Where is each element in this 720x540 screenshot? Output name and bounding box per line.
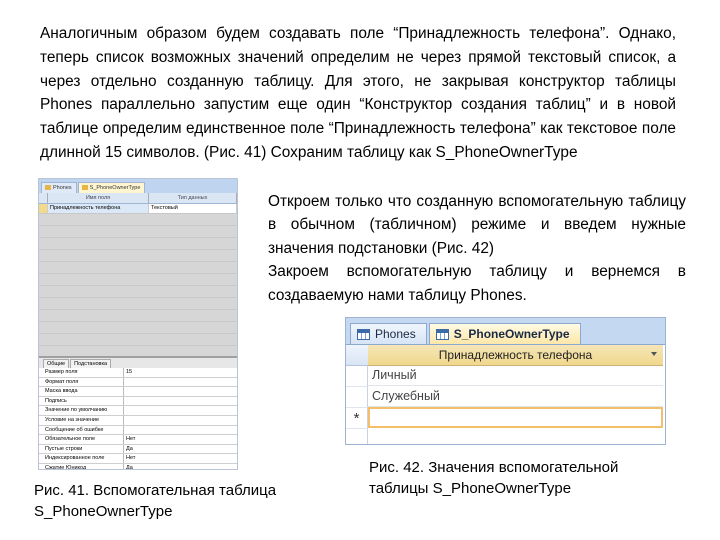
property-name: Пустые строки — [39, 445, 124, 454]
tab-lookup[interactable]: Подстановка — [70, 359, 111, 368]
right-paragraphs — [268, 190, 686, 307]
record-selector[interactable] — [346, 366, 368, 387]
datasheet-row[interactable]: Служебный — [368, 386, 663, 407]
property-value[interactable]: Нет — [126, 455, 136, 462]
data-type-cell[interactable]: Текстовый — [149, 204, 237, 213]
property-value[interactable]: 15 — [126, 369, 133, 375]
property-row[interactable] — [39, 445, 237, 455]
property-value[interactable]: Нет — [126, 436, 136, 443]
property-value[interactable]: Да — [126, 445, 133, 452]
property-name: Формат поля — [39, 378, 124, 387]
design-grid-header — [39, 193, 237, 204]
paragraph-open-table: Откроем только что созданную вспомогательную таблицу в обычном (табличном) режиме и введем нужные значения подстановки (Рис. 42) — [268, 193, 686, 257]
tab-label: Phones — [375, 327, 416, 341]
property-name: Размер поля — [39, 368, 124, 377]
property-value[interactable] — [124, 426, 237, 435]
property-name: Значение по умолчанию — [39, 406, 124, 415]
design-field-row[interactable] — [39, 204, 237, 214]
column-header-owner-type[interactable] — [368, 345, 663, 366]
record-selector — [346, 429, 368, 445]
property-row[interactable] — [39, 378, 237, 388]
property-row[interactable] — [39, 435, 237, 445]
new-record-icon[interactable]: * — [346, 408, 368, 429]
empty-design-grid — [39, 214, 237, 356]
datasheet-row[interactable]: Личный — [368, 365, 663, 386]
tab-phones[interactable] — [350, 323, 427, 344]
tab-s-phoneownertype[interactable] — [78, 182, 146, 193]
property-row[interactable] — [39, 416, 237, 426]
property-value[interactable] — [124, 406, 237, 415]
field-name-cell[interactable]: Принадлежность телефона — [48, 204, 149, 213]
tab-phones[interactable] — [41, 182, 77, 193]
property-name: Условие на значение — [39, 416, 124, 425]
figure-42-datasheet-view — [345, 317, 666, 445]
property-name: Индексированное поле — [39, 454, 124, 463]
select-all-corner[interactable] — [346, 345, 368, 366]
property-tabs — [39, 358, 237, 368]
property-value[interactable] — [124, 387, 237, 396]
property-name: Маска ввода — [39, 387, 124, 396]
table-icon — [436, 329, 449, 340]
column-header-field-name: Имя поля — [48, 193, 149, 203]
tab-general[interactable]: Общие — [43, 359, 69, 368]
intro-paragraph: Аналогичным образом будем создавать поле “Принадлежность телефона”. Однако, теперь список возможных значений определим не через прямой текстовый список, а через отдельно созданную таблицу. Для этого, не закрывая конструктор таблицы Phones параллельно запустим еще один “Конструктор создания таблиц” и в новой таблице определим единственное поле “Принадлежность телефона” как текстовое поле длинной 15 символов. (Рис. 41) Сохраним таблицу как S_PhoneOwnerType — [40, 25, 676, 161]
column-header-label: Принадлежность телефона — [438, 348, 593, 362]
row-selector[interactable] — [39, 204, 48, 213]
property-name: Подпись — [39, 397, 124, 406]
property-row[interactable] — [39, 406, 237, 416]
tab-strip — [39, 179, 237, 193]
column-header-data-type: Тип данных — [149, 193, 237, 203]
caption-figure-41: Рис. 41. Вспомогательная таблица S_PhoneOwnerType — [34, 482, 277, 520]
property-value[interactable] — [124, 378, 237, 387]
property-name: Сжатие Юникод — [39, 464, 124, 470]
tab-label: S_PhoneOwnerType — [89, 185, 141, 191]
tab-strip — [346, 318, 665, 345]
property-value[interactable]: Да — [126, 464, 133, 470]
record-selector[interactable] — [346, 387, 368, 408]
record-selector-column — [346, 345, 368, 444]
property-name: Сообщение об ошибке — [39, 426, 124, 435]
row-selector-header — [39, 193, 48, 203]
datasheet — [346, 345, 665, 444]
property-list — [39, 368, 237, 470]
table-icon — [357, 329, 370, 340]
new-record-row[interactable] — [368, 407, 663, 428]
property-row[interactable] — [39, 397, 237, 407]
caption-figure-42: Рис. 42. Значения вспомогательной таблицы S_PhoneOwnerType — [369, 459, 619, 497]
property-name: Обязательное поле — [39, 435, 124, 444]
property-row[interactable] — [39, 426, 237, 436]
property-value[interactable] — [124, 416, 237, 425]
tab-label: S_PhoneOwnerType — [453, 327, 570, 341]
property-row[interactable] — [39, 464, 237, 470]
table-icon — [45, 185, 51, 190]
tab-label: Phones — [53, 185, 72, 191]
property-row[interactable] — [39, 387, 237, 397]
table-icon — [82, 185, 88, 190]
paragraph-close-table: Закроем вспомогательную таблицу и вернемся в создаваемую нами таблицу Phones. — [268, 263, 686, 304]
property-row[interactable] — [39, 454, 237, 464]
tab-s-phoneownertype[interactable] — [429, 323, 581, 344]
figure-41-design-view — [38, 178, 238, 470]
property-row[interactable] — [39, 368, 237, 378]
property-value[interactable] — [124, 397, 237, 406]
sort-dropdown-icon[interactable] — [651, 352, 657, 356]
